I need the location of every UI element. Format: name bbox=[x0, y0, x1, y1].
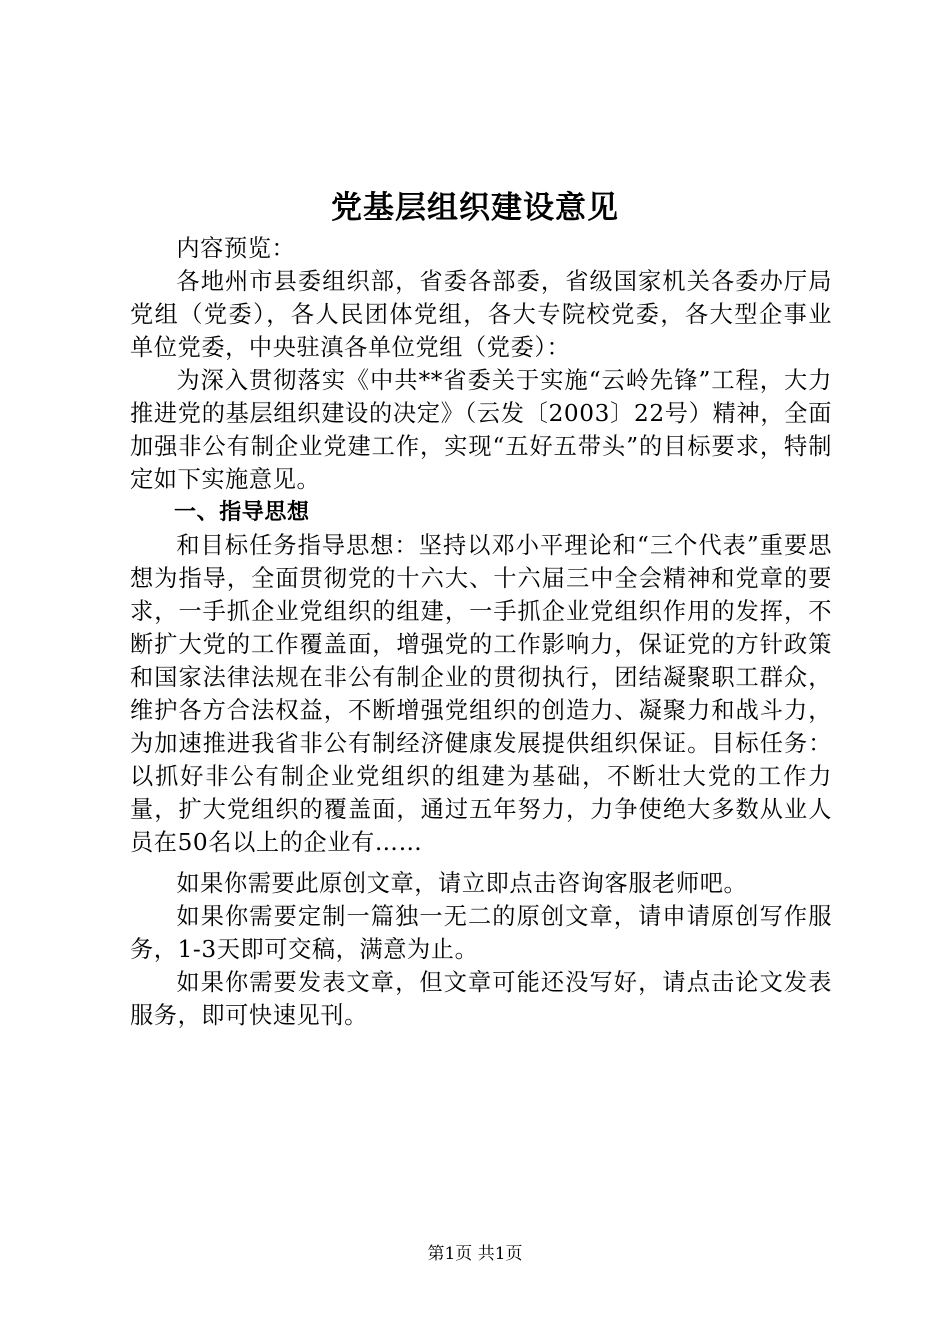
intro-paragraph: 为深入贯彻落实《中共**省委关于实施“云岭先锋”工程，大力推进党的基层组织建设的决定》（云发〔2003〕22号）精神，全面加强非公有制企业党建工作，实现“五好五带头”的目标要求，特制定如下实施意见。 bbox=[130, 367, 832, 493]
consult-link-paragraph[interactable]: 如果你需要此原创文章，请立即点击咨询客服老师吧。 bbox=[176, 870, 748, 897]
document-title: 党基层组织建设意见 bbox=[331, 190, 619, 226]
document-body bbox=[130, 232, 832, 1032]
custom-writing-paragraph[interactable]: 如果你需要定制一篇独一无二的原创文章，请申请原创写作服务，1-3天即可交稿，满意为止。 bbox=[130, 903, 832, 963]
page-footer: 第1页 共1页 bbox=[427, 1244, 523, 1264]
addressee-paragraph: 各地州市县委组织部，省委各部委，省级国家机关各委办厅局党组（党委），各人民团体党组，各大专院校党委，各大型企事业单位党委，中央驻滇各单位党组（党委）： bbox=[130, 268, 832, 361]
publish-service-paragraph[interactable]: 如果你需要发表文章，但文章可能还没写好，请点击论文发表服务，即可快速见刊。 bbox=[130, 969, 832, 1029]
preview-label: 内容预览： bbox=[176, 235, 296, 262]
guiding-thought-paragraph: 和目标任务指导思想：坚持以邓小平理论和“三个代表”重要思想为指导，全面贯彻党的十六大、十六届三中全会精神和党章的要求，一手抓企业党组织的组建，一手抓企业党组织作用的发挥，不断扩大党的工作覆盖面，增强党的工作影响力，保证党的方针政策和国家法律法规在非公有制企业的贯彻执行，团结凝聚职工群众，维护各方合法权益，不断增强党组织的创造力、凝聚力和战斗力，为加速推进我省非公有制经济健康发展提供组织保证。目标任务：以抓好非公有制企业党组织的组建为基础，不断壮大党的工作力量，扩大党组织的覆盖面，通过五年努力，力争使绝大多数从业人员在50名以上的企业有…… bbox=[130, 532, 832, 856]
section-heading: 一、指导思想 bbox=[174, 500, 310, 525]
